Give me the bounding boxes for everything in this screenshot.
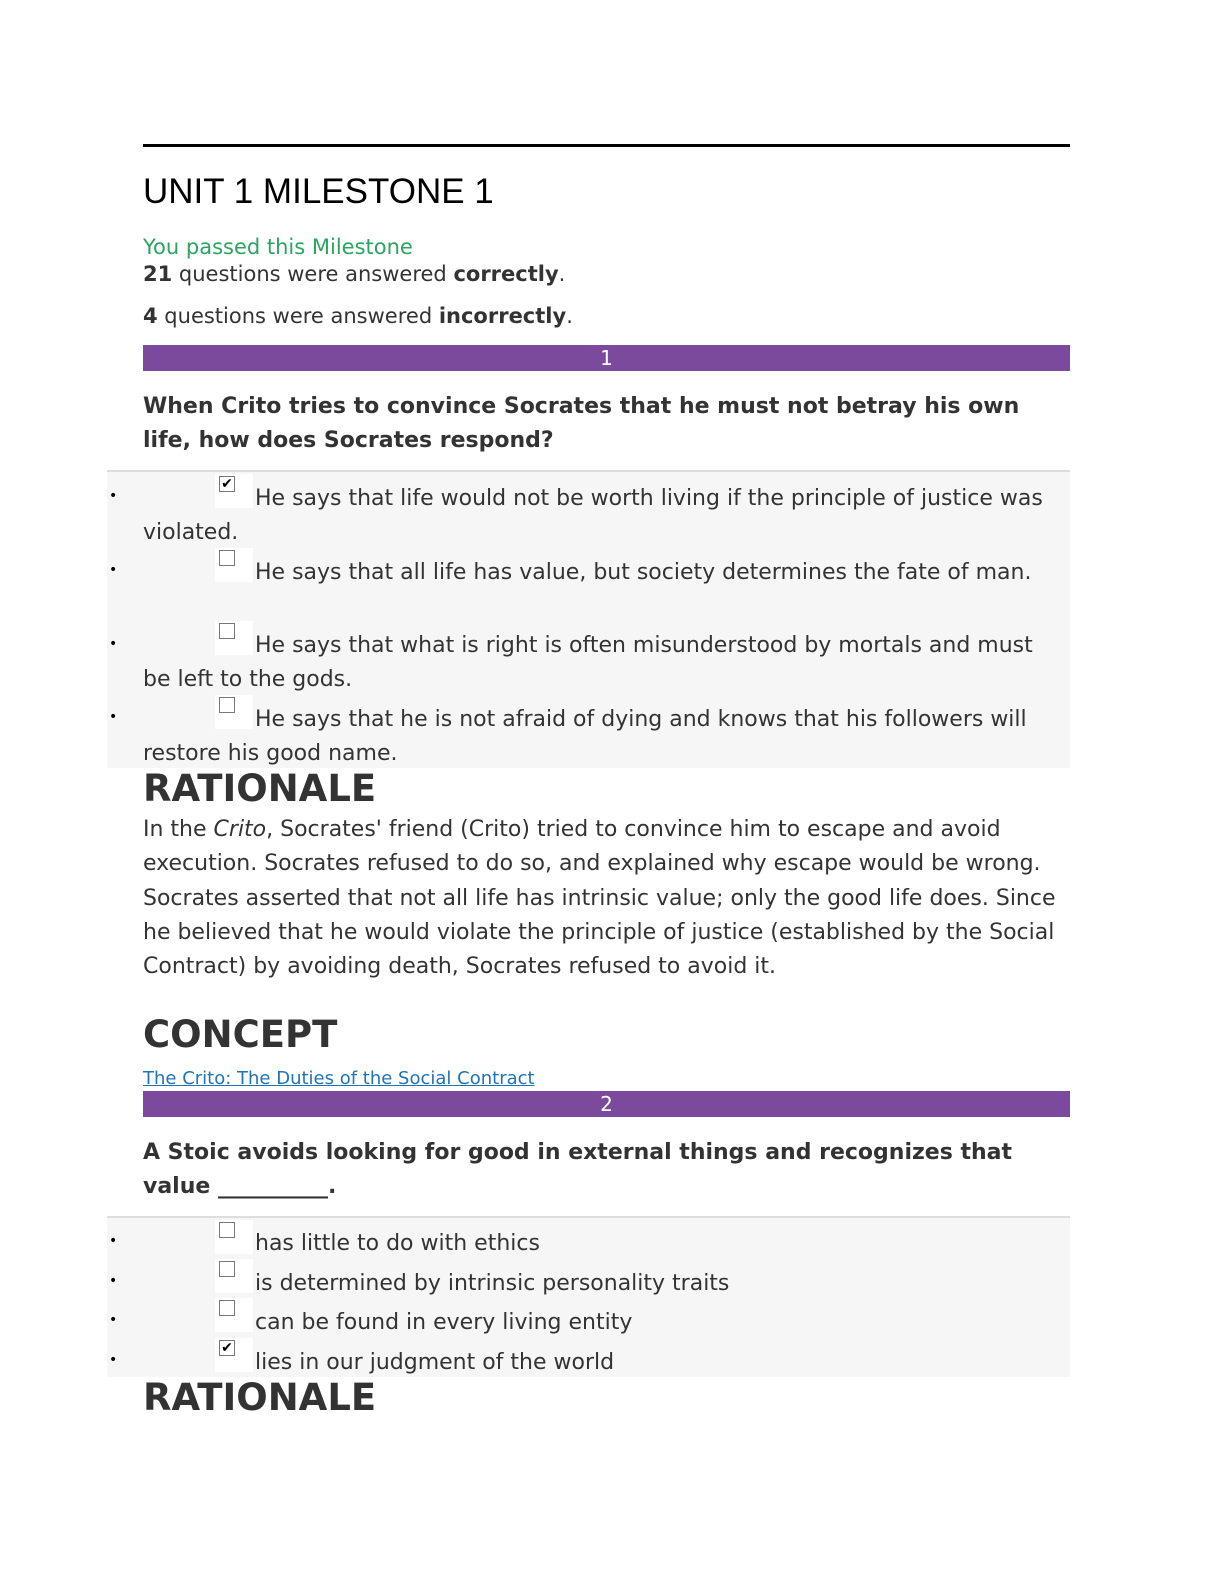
question-number-bar: 1	[143, 345, 1070, 371]
bullet-icon: •	[109, 1233, 118, 1249]
concept-heading: CONCEPT	[143, 1013, 338, 1056]
correct-count: 21	[143, 262, 173, 286]
answer-option[interactable]: He says that what is right is often misunderstood by mortals and must be left to the gods.	[143, 633, 1033, 692]
correct-prefix: questions were answered	[172, 262, 454, 286]
correct-word: correctly	[453, 262, 559, 286]
bullet-icon: •	[109, 1273, 118, 1289]
rationale-italic: Crito	[213, 817, 267, 842]
bullet-icon: •	[109, 1312, 118, 1328]
pass-status: You passed this Milestone	[143, 235, 413, 259]
incorrect-prefix: questions were answered	[157, 304, 439, 328]
bullet-icon: •	[109, 636, 118, 652]
incorrect-period: .	[566, 304, 573, 328]
rationale-heading: RATIONALE	[143, 767, 377, 810]
answer-option[interactable]: He says that life would not be worth living if the principle of justice was violated.	[143, 486, 1043, 545]
bullet-icon: •	[109, 1352, 118, 1368]
answer-option[interactable]: is determined by intrinsic personality traits	[255, 1271, 730, 1296]
bullet-icon: •	[109, 709, 118, 725]
incorrect-count: 4	[143, 304, 158, 328]
rationale-post: , Socrates' friend (Crito) tried to convince him to escape and avoid execution. Socrates refused to do so, and explained why escape would be wrong. Socrates asserted that not all life has intrinsic value; only the good life does. Since he believed that he would violate the principle of justice (established by the Social Contract) by avoiding death, Socrates refused to avoid it.	[143, 817, 1056, 980]
concept-link[interactable]: The Crito: The Duties of the Social Contract	[143, 1068, 535, 1089]
bullet-icon: •	[109, 562, 118, 578]
answer-option[interactable]: can be found in every living entity	[255, 1310, 633, 1335]
answer-option[interactable]: lies in our judgment of the world	[255, 1350, 615, 1375]
page-title: UNIT 1 MILESTONE 1	[143, 172, 494, 211]
incorrect-word: incorrectly	[438, 304, 567, 328]
rationale-pre: In the	[143, 817, 214, 842]
checkmark-icon: ✔	[219, 1340, 235, 1356]
answer-option[interactable]: He says that he is not afraid of dying and knows that his followers will restore his good name.	[143, 707, 1027, 766]
rationale-text	[143, 813, 1078, 984]
question-number-bar: 2	[143, 1091, 1070, 1117]
top-divider	[143, 144, 1070, 147]
bullet-icon: •	[109, 488, 118, 504]
question-text: When Crito tries to convince Socrates that he must not betray his own life, how does Socrates respond?	[143, 394, 1020, 453]
rationale-heading: RATIONALE	[143, 1376, 377, 1419]
answer-option[interactable]: He says that all life has value, but society determines the fate of man.	[255, 560, 1032, 585]
incorrect-summary	[143, 303, 573, 329]
checkmark-icon: ✔	[219, 476, 235, 492]
correct-summary	[143, 261, 565, 287]
answer-option[interactable]: has little to do with ethics	[255, 1231, 540, 1256]
correct-period: .	[558, 262, 566, 286]
question-text: A Stoic avoids looking for good in external things and recognizes that value __________.	[143, 1140, 1012, 1199]
